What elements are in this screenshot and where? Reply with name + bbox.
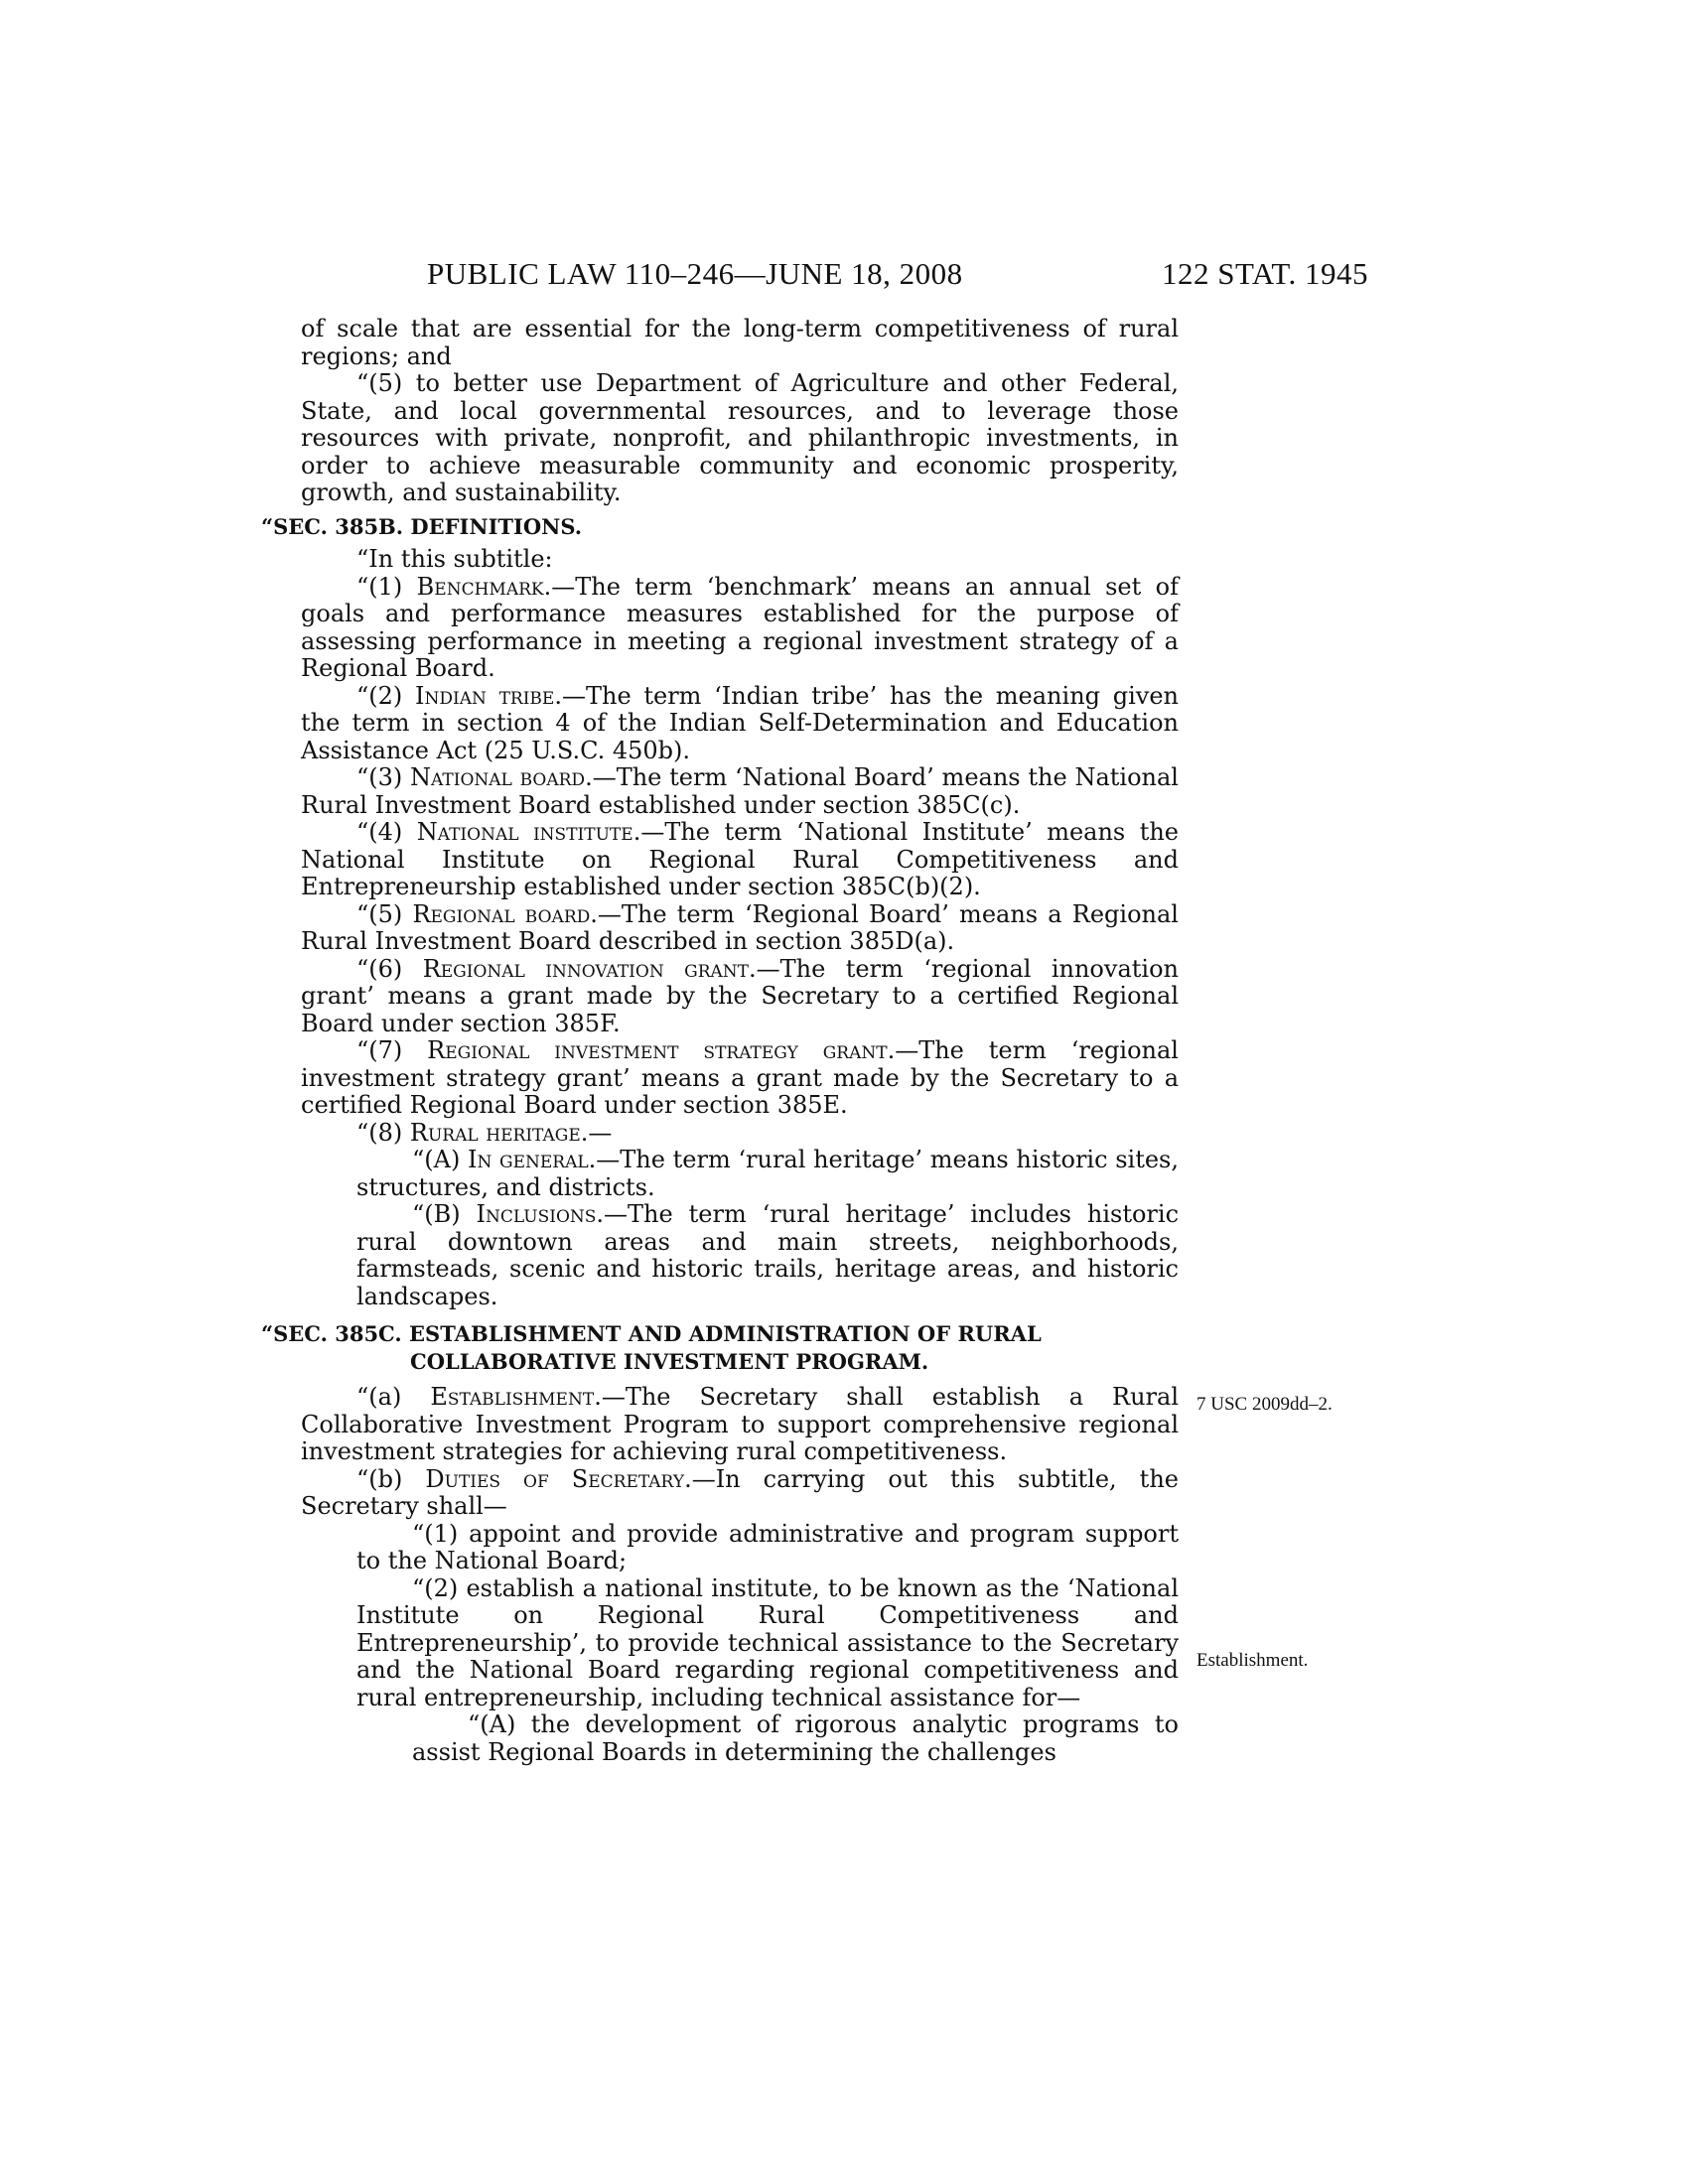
subparagraph-b-2-a: “(A) the development of rigorous analytic programs to assist Regional Boards in determining the challenges: [412, 1710, 1179, 1766]
paragraph-purpose-5: “(5) to better use Department of Agriculture and other Federal, State, and local governmental resources, and to leverage those resources with private, nonprofit, and philanthropic investments, in order to achieve measurable community and economic prosperity, growth, and sustainability.: [301, 369, 1179, 506]
definition-national-board: [301, 764, 1179, 819]
definition-number: “(4): [356, 818, 417, 846]
subsection-text: .—The Secretary shall establish a Rural Collaborative Investment Program to support comprehensive regional investment strategies for achieving rural competitiveness.: [301, 1383, 1180, 1465]
definition-indian-tribe: [301, 683, 1179, 765]
definition-rural-heritage-general: [301, 1147, 1179, 1201]
margin-note-usc: 7 USC 2009dd–2.: [1196, 1394, 1333, 1415]
subsection-letter: “(a): [356, 1383, 431, 1411]
subparagraph-letter: “(A): [412, 1146, 468, 1173]
definition-text: .—: [580, 1118, 613, 1147]
definition-number: “(6): [356, 954, 423, 983]
definition-number: “(3): [356, 763, 411, 791]
definition-text: .—The term ‘regional innovation grant’ means a grant made by the Secretary to a certified Regional Board under section 385F.: [301, 954, 1179, 1037]
subsection-a-establishment: [301, 1384, 1179, 1466]
definitions-intro: “In this subtitle:: [356, 545, 553, 573]
definition-rural-heritage-inclusions: [301, 1201, 1179, 1310]
definition-text: .—The term ‘National Institute’ means the National Institute on Regional Rural Competitiveness and Entrepreneurship established under section 385C(b)(2).: [301, 818, 1179, 900]
paragraph-b-2: “(2) establish a national institute, to be known as the ‘National Institute on Regional Rural Competitiveness and Entrepreneurship’, to provide technical assistance to the Secretary and the National Board regarding regional competitiveness and rural entrepreneurship, including technical assistance for—: [356, 1573, 1179, 1711]
section-heading-385b: “SEC. 385B. DEFINITIONS.: [261, 513, 583, 539]
definition-text: .—The term ‘Regional Board’ means a Regional Rural Investment Board described in section 385D(a).: [301, 899, 1179, 955]
definition-rural-heritage: [301, 1120, 1179, 1148]
paragraph-continuation: of scale that are essential for the long-term competitiveness of rural regions; and: [301, 315, 1179, 370]
header-stat-page: 122 STAT. 1945: [1161, 256, 1368, 291]
section-heading-385c: [261, 1320, 1179, 1376]
definition-regional-board: [301, 901, 1179, 956]
definition-text: .—The term ‘benchmark’ means an annual set of goals and performance measures established for the purpose of assessing performance in meeting a regional investment strategy of a Regional Board.: [301, 572, 1179, 682]
subparagraph-term: In general: [468, 1146, 589, 1173]
definition-text: .—The term ‘National Board’ means the National Rural Investment Board established under section 385C(c).: [301, 763, 1179, 819]
definition-national-institute: [301, 819, 1179, 901]
subsection-letter: “(b): [356, 1464, 426, 1493]
paragraph-b-1: “(1) appoint and provide administrative and program support to the National Board;: [356, 1519, 1179, 1574]
subparagraph-letter: “(B): [412, 1200, 477, 1228]
definition-term: Rural heritage: [409, 1118, 581, 1147]
definition-term: Benchmark: [416, 572, 544, 601]
definition-text: .—The term ‘regional investment strategy grant’ means a grant made by the Secretary to a certified Regional Board under section 385E.: [301, 1036, 1179, 1119]
definition-term: National board: [410, 763, 586, 791]
definition-regional-investment-strategy-grant: [301, 1037, 1179, 1120]
section-heading-line: “SEC. 385C. ESTABLISHMENT AND ADMINISTRATION OF RURAL: [261, 1321, 1042, 1346]
definition-number: “(1): [356, 572, 417, 601]
margin-note-establishment: Establishment.: [1196, 1650, 1309, 1671]
definition-regional-innovation-grant: [301, 956, 1179, 1038]
definition-number: “(7): [356, 1036, 428, 1064]
definition-term: Indian tribe: [415, 681, 555, 710]
subsection-term: Establishment: [430, 1383, 595, 1411]
subparagraph-text: .—The term ‘rural heritage’ means historic sites, structures, and districts.: [356, 1146, 1179, 1201]
subsection-b-duties: [301, 1466, 1179, 1521]
subparagraph-text: .—The term ‘rural heritage’ includes historic rural downtown areas and main streets, neighborhoods, farmsteads, scenic and historic trails, heritage areas, and historic landscapes.: [356, 1200, 1180, 1310]
definition-text: .—The term ‘Indian tribe’ has the meaning given the term in section 4 of the Indian Self-Determination and Education Assistance Act (25 U.S.C. 450b).: [301, 681, 1179, 764]
subparagraph-term: Inclusions: [476, 1200, 597, 1228]
definition-number: “(5): [356, 899, 413, 928]
definition-term: Regional investment strategy grant: [427, 1036, 888, 1064]
subsection-term: Duties of Secretary: [425, 1464, 685, 1493]
definition-term: Regional board: [412, 899, 591, 928]
definition-benchmark: [301, 574, 1179, 683]
subsection-text: .—In carrying out this subtitle, the Secretary shall—: [301, 1464, 1179, 1520]
header-title: PUBLIC LAW 110–246—JUNE 18, 2008: [427, 256, 963, 291]
definition-term: National institute: [416, 818, 633, 846]
section-heading-line: COLLABORATIVE INVESTMENT PROGRAM.: [410, 1349, 929, 1374]
definition-number: “(2): [356, 681, 415, 710]
definition-term: Regional innovation grant: [422, 954, 749, 983]
document-body: [261, 315, 1180, 1766]
definition-number: “(8): [356, 1118, 410, 1147]
